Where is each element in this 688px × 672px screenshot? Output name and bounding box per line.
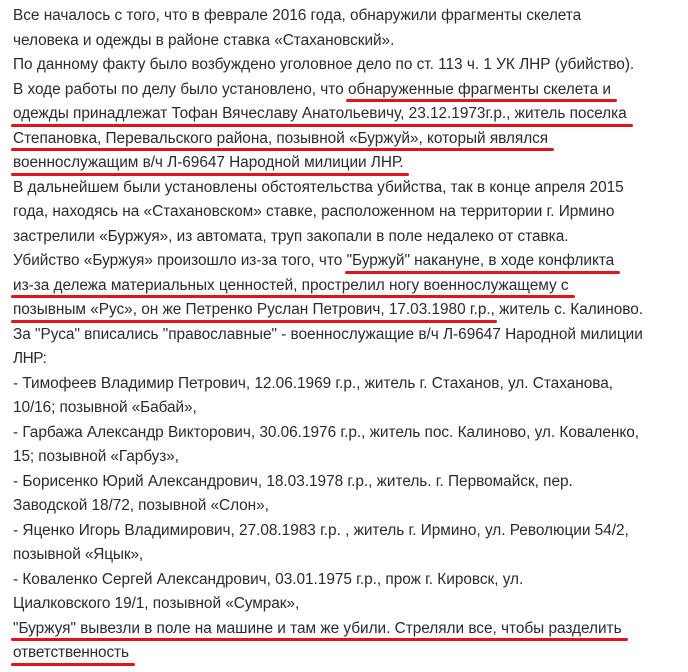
text-line <box>13 102 685 127</box>
text-line <box>13 127 685 152</box>
text-line <box>13 396 685 421</box>
text-line <box>13 176 685 201</box>
highlighted-text: ответственность <box>13 641 129 666</box>
text-line <box>13 274 685 299</box>
line-text: 15; позывной «Гарбуз», <box>13 448 179 465</box>
text-line <box>13 617 685 642</box>
text-line <box>13 372 685 397</box>
highlighted-text: из-за дележа материальных ценностей, прострелил ногу военнослужащему с <box>13 274 569 299</box>
line-text: застрелили «Буржуя», из автомата, труп закопали в поле недалеко от ставка. <box>13 227 569 245</box>
text-line <box>13 470 685 495</box>
text-line <box>13 641 685 666</box>
line-text: - Яценко Игорь Владимирович, 27.08.1983 г.р. , житель г. Ирмино, ул. Революции 54/2, <box>13 521 629 539</box>
highlighted-text: обнаруженные фрагменты скелета и <box>348 78 611 103</box>
red-underline <box>11 663 135 666</box>
document-body <box>13 4 685 666</box>
text-line <box>13 592 685 617</box>
highlighted-text: Степановка, Перевальского района, позывной «Буржуй», который являлся <box>13 127 548 152</box>
line-text: - Гарбажа Александр Викторович, 30.06.1976 г.р., житель пос. Калиново, ул. Коваленко, <box>13 423 640 441</box>
line-text: Убийство «Буржуя» произошло из-за того, что <box>13 252 347 269</box>
text-line <box>13 568 685 593</box>
text-line <box>13 519 685 544</box>
text-line <box>13 200 685 225</box>
text-line <box>13 494 685 519</box>
line-text: По данному факту было возбуждено уголовное дело по ст. 113 ч. 1 УК ЛНР (убийство). <box>13 56 635 73</box>
text-line <box>13 249 685 274</box>
line-text: ЛНР: <box>13 350 47 367</box>
line-text: Все началось с того, что в феврале 2016 года, обнаружили фрагменты скелета <box>13 7 582 24</box>
text-line <box>13 323 685 348</box>
line-text: года, находясь на «Стахановском» ставке, расположенном на территории г. Ирмино <box>13 203 615 220</box>
line-text: человека и одежды в районе ставка «Стахановский». <box>13 31 395 49</box>
line-text: - Борисенко Юрий Александрович, 18.03.1978 г.р., житель. г. Первомайск, пер. <box>13 472 573 490</box>
text-line <box>13 53 685 78</box>
text-line <box>13 347 685 372</box>
highlighted-text: "Буржуй" накануне, в ходе конфликта <box>347 249 615 274</box>
text-line <box>13 543 685 568</box>
line-text: 10/16; позывной «Бабай», <box>13 399 197 416</box>
highlighted-text: "Буржуя" вывезли в поле на машине и там же убили. Стреляли все, чтобы разделить <box>13 617 622 642</box>
text-line <box>13 421 685 446</box>
highlighted-text: одежды принадлежат Тофан Вячеславу Анатольевичу, 23.12.1973г.р., житель поселка <box>13 102 627 127</box>
line-text: Заводской 18/72, позывной «Слон», <box>13 497 269 514</box>
line-text: - Тимофеев Владимир Петрович, 12.06.1969 г.р., житель г. Стаханов, ул. Стаханова, <box>13 374 614 392</box>
line-text: позывной «Яцык», <box>13 546 144 563</box>
text-line <box>13 225 685 250</box>
line-text: - Коваленко Сергей Александрович, 03.01.1975 г.р., прож г. Кировск, ул. <box>13 570 524 588</box>
text-line <box>13 29 685 54</box>
text-line: позывным «Рус», он же Петренко Руслан Петрович, 17.03.1980 г.р. , житель с. Калиново. <box>13 298 685 323</box>
highlighted-text: позывным «Рус», он же Петренко Руслан Петрович, 17.03.1980 г.р. <box>13 298 491 323</box>
highlighted-text: военнослужащим в/ч Л-69647 Народной милиции ЛНР. <box>13 151 403 176</box>
line-text: За "Руса" вписались "православные" - военнослужащие в/ч Л-69647 Народной милиции <box>13 325 643 343</box>
text-line <box>13 445 685 470</box>
text-line <box>13 4 685 29</box>
line-text: В ходе работы по делу было установлено, что <box>13 80 348 98</box>
text-line <box>13 78 685 103</box>
line-text: В дальнейшем были установлены обстоятельства убийства, так в конце апреля 2015 <box>13 178 624 196</box>
line-text: Циалковского 19/1, позывной «Сумрак», <box>13 595 300 612</box>
text-line <box>13 151 685 176</box>
